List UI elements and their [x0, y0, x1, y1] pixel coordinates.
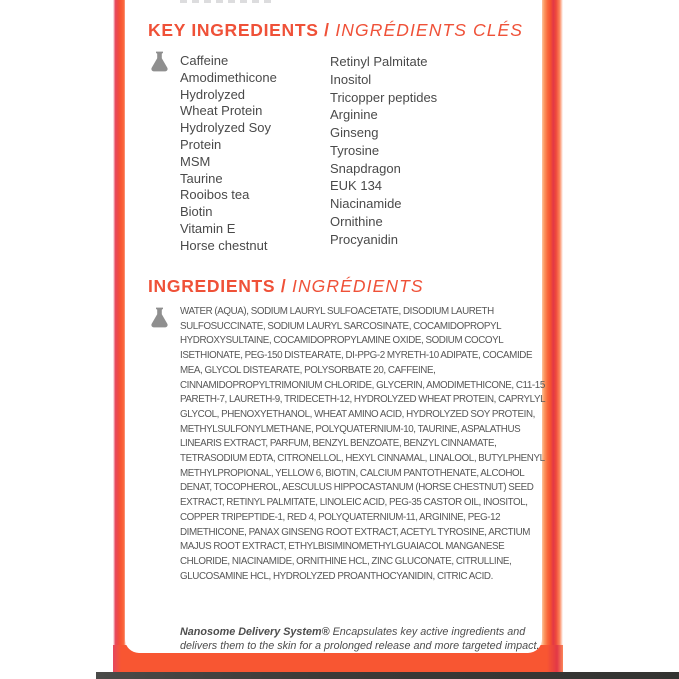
- list-item: Biotin: [180, 204, 213, 220]
- flask-icon: [150, 51, 169, 72]
- key-ingredients-column-left: [180, 53, 277, 255]
- cut-off-text-fragment: [180, 0, 275, 3]
- list-item: MSM: [180, 153, 211, 169]
- list-item: Rooibos tea: [180, 187, 250, 203]
- list-item: Amodimethicone: [180, 69, 277, 85]
- list-item: Ginseng: [330, 125, 379, 140]
- list-item: Taurine: [180, 170, 223, 186]
- list-item: Inositol: [330, 71, 372, 87]
- list-item: Horse chestnut: [180, 237, 268, 253]
- ingredients-full-list: WATER (AQUA), SODIUM LAURYL SULFOACETATE, DISODIUM LAURETH SULFOSUCCINATE, SODIUM LAURYL SARCOSINATE, COCAMIDOPROPYL HYDROXYSULTAINE, COCAMIDOPROPYLAMINE OXIDE, SODIUM COCOYL ISETHIONATE, PEG-150 DISTEARATE, DI-PPG-2 MYRETH-10 ADIPATE, COCAMIDE MEA, GLYCOL DISTEARATE, POLYSORBATE 20, CAFFEINE, CINNAMIDOPROPYLTRIMONIUM CHLORIDE, GLYCERIN, AMODIMETHICONE, C11-15 PARETH-7, LAURETH-9, TRIDECETH-12, HYDROLYZED WHEAT PROTEIN, CAPRYLYL GLYCOL, PHENOXYETHANOL, WHEAT AMINO ACID, HYDROLYZED SOY PROTEIN, METHYLSULFONYLMETHANE, POLYQUATERNIUM-10, TAURINE, ASPALATHUS LINEARIS EXTRACT, PARFUM, BENZYL BENZOATE, BENZYL CINNAMATE, TETRASODIUM EDTA, CITRONELLOL, HEXYL CINNAMAL, LINALOOL, BUTYLPHENYL METHYLPROPIONAL, YELLOW 6, BIOTIN, CALCIUM PANTOTHENATE, ALCOHOL DENAT, TOCOPHEROL, AESCULUS HIPPOCASTANUM (HORSE CHESTNUT) SEED EXTRACT, RETINYL PALMITATE, LINOLEIC ACID, PEG-35 CASTOR OIL, INOSITOL, COPPER TRIPEPTIDE-1, RED 4, POLYQUATERNIUM-11, ARGININE, PEG-12 DIMETHICONE, PANAX GINSENG ROOT EXTRACT, ACETYL TYROSINE, ARCTIUM MAJUS ROOT EXTRACT, ETHYLBISIMINOMETHYLGUAIACOL MANGANESE CHLORIDE, NIACINAMIDE, ORNITHINE HCL, ZINC GLUCONATE, CITRULLINE, GLUCOSAMINE HCL, HYDROLYZED PROANTHOCYANIDIN, CITRIC ACID.: [180, 306, 545, 582]
- list-item: Vitamin E: [180, 220, 236, 236]
- key-ingredients-title: [148, 20, 523, 41]
- ingredients-title: [148, 276, 424, 297]
- list-item: Hydrolyzed Wheat Protein: [180, 86, 263, 119]
- list-item: Hydrolyzed Soy Protein: [180, 120, 272, 152]
- key-ingredients-title-fr: INGRÉDIENTS CLÉS: [335, 20, 524, 40]
- list-item: Retinyl Palmitate: [330, 54, 428, 69]
- flask-icon: [150, 307, 169, 328]
- list-item: Arginine: [330, 107, 378, 123]
- list-item: Procyanidin: [330, 231, 398, 247]
- nanosome-footnote-text: Encapsulates key active ingredients and delivers them to the skin for a prolonged release and more targeted impact.: [180, 626, 540, 652]
- list-item: Caffeine: [180, 53, 229, 68]
- nanosome-footnote: [180, 626, 544, 653]
- list-item: Ornithine: [330, 213, 383, 229]
- key-ingredients-column-right: [330, 53, 495, 248]
- nanosome-footnote-lead: Nanosome Delivery System®: [180, 626, 330, 638]
- list-item: EUK 134: [330, 178, 383, 194]
- list-item: Snapdragon: [330, 160, 401, 176]
- label-panel: [125, 0, 545, 653]
- list-item: Niacinamide: [330, 196, 402, 211]
- list-item: Tricopper peptides: [330, 89, 438, 105]
- key-ingredients-title-en: KEY INGREDIENTS /: [148, 20, 330, 40]
- surface-shadow: [96, 672, 679, 679]
- ingredients-title-fr: INGRÉDIENTS: [291, 276, 424, 296]
- list-item: Tyrosine: [330, 142, 380, 158]
- ingredients-title-en: INGREDIENTS /: [148, 276, 287, 296]
